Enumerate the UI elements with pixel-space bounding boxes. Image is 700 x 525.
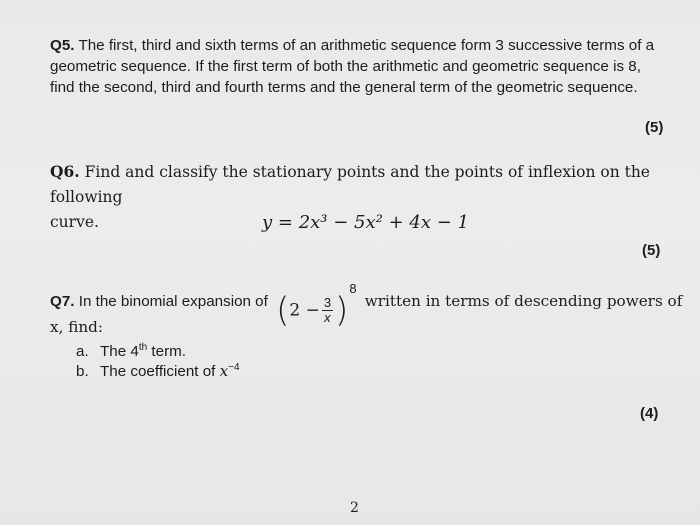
q6-number: Q6. bbox=[50, 162, 80, 181]
q5-line-2: geometric sequence. If the first term of both the arithmetic and geometric sequence is 8, bbox=[50, 58, 641, 75]
q7-line-2: x, find: bbox=[50, 318, 103, 336]
q7-part-b: b. The coefficient of $x^{-4}$ bbox=[76, 362, 240, 381]
power: 8 bbox=[349, 281, 357, 296]
q7-intro: In the binomial expansion of bbox=[78, 292, 268, 310]
q6-line-1: Q6. Find and classify the stationary points and the points of inflexion on the following bbox=[50, 162, 650, 206]
q7-number: Q7. bbox=[50, 292, 75, 310]
question-5 bbox=[50, 35, 690, 98]
q6-marks: (5) bbox=[642, 242, 661, 259]
q6-equation: y = 2x³ − 5x² + 4x − 1 bbox=[262, 212, 469, 233]
page-number: 2 bbox=[350, 500, 359, 516]
q5-number: Q5. bbox=[50, 37, 75, 54]
left-paren: ( bbox=[276, 290, 290, 331]
right-paren: ) bbox=[335, 290, 349, 331]
q7-marks: (4) bbox=[640, 405, 659, 422]
q7-after: written in terms of descending powers of bbox=[364, 291, 683, 310]
q5-line-1: Q5. The first, third and sixth terms of an arithmetic sequence form 3 successive terms of a bbox=[50, 37, 655, 54]
part-b-label: b. bbox=[76, 363, 89, 381]
part-a-label: a. bbox=[76, 343, 89, 361]
q5-marks: (5) bbox=[645, 119, 664, 136]
fraction: $\frac{3}{x}$ bbox=[323, 295, 332, 326]
q6-line-2: curve. bbox=[50, 213, 99, 231]
q7-part-a: a. The 4th term. bbox=[76, 342, 187, 361]
q7-binomial-expression: (2 − $\frac{3}{x}$ )$^8$ bbox=[276, 281, 357, 331]
q5-line-3: find the second, third and fourth terms and the general term of the geometric sequence. bbox=[50, 79, 638, 96]
